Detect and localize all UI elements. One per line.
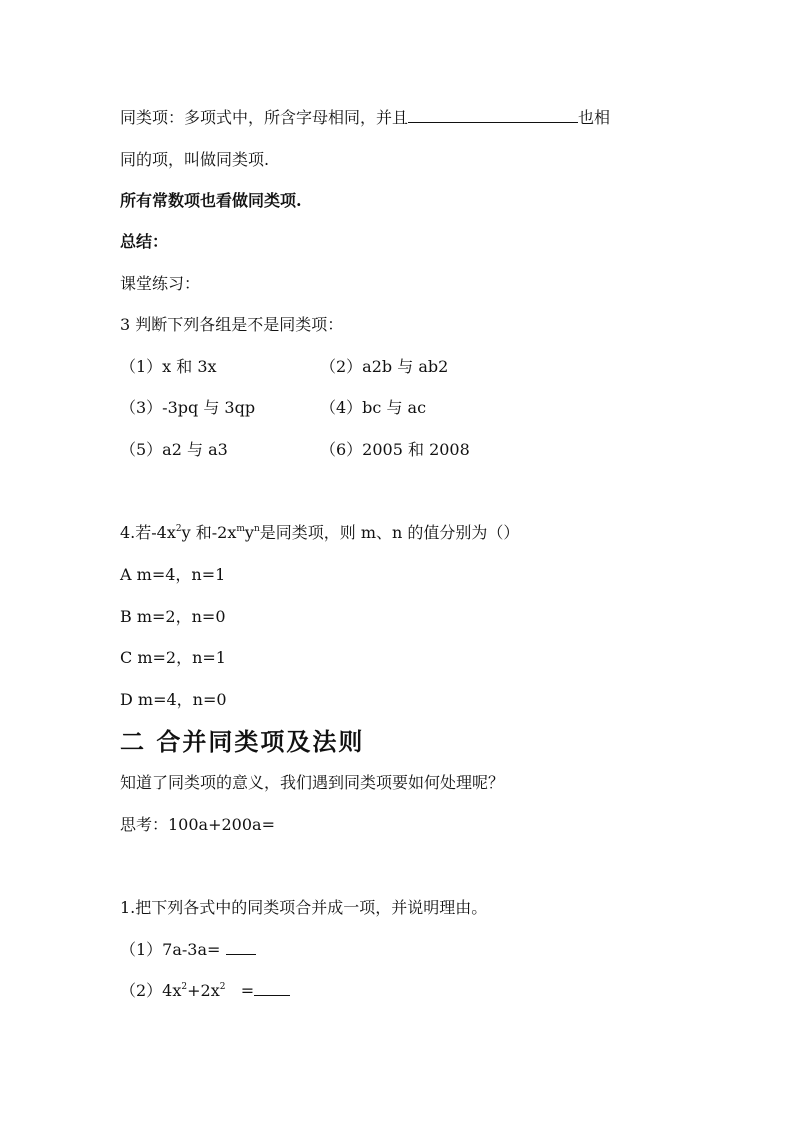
q3-item-2: （2）a2b 与 ab2 — [320, 357, 449, 376]
q3-item-1: （1）x 和 3x — [120, 357, 217, 376]
q4-text: y — [244, 523, 254, 542]
question-1-title: 1.把下列各式中的同类项合并成一项，并说明理由。 — [120, 898, 488, 917]
q1-item-2 — [120, 980, 290, 1002]
q4-option-a: A m=4，n=1 — [120, 565, 226, 584]
section-2-intro: 知道了同类项的意义，我们遇到同类项要如何处理呢？ — [120, 773, 505, 792]
definition-line-2: 同的项，叫做同类项. — [120, 150, 270, 169]
q4-option-b: B m=2，n=0 — [120, 607, 226, 626]
q3-item-4: （4）bc 与 ac — [320, 398, 427, 417]
exponent: 2 — [181, 982, 188, 992]
constant-note: 所有常数项也看做同类项. — [120, 191, 302, 210]
answer-blank — [226, 940, 256, 955]
fill-in-blank — [408, 108, 578, 123]
definition-text-end: 也相 — [578, 108, 611, 127]
definition-text: 同类项：多项式中，所含字母相同，并且 — [120, 108, 409, 127]
question-3-title: 3 判断下列各组是不是同类项： — [120, 315, 344, 334]
q3-item-3: （3）-3pq 与 3qp — [120, 398, 256, 417]
q1-item-2-text: = — [240, 981, 255, 1000]
q3-row-3 — [120, 439, 470, 461]
q3-item-6: （6）2005 和 2008 — [320, 440, 470, 459]
exponent: n — [253, 524, 260, 534]
q3-row-1 — [120, 356, 449, 378]
exponent: m — [236, 524, 245, 534]
q1-item-2-text: （2）4x — [120, 981, 182, 1000]
section-2-heading: 二 合并同类项及法则 — [120, 727, 365, 756]
definition-line-1 — [120, 107, 610, 129]
q3-item-5: （5）a2 与 a3 — [120, 440, 228, 459]
exponent: 2 — [175, 524, 182, 534]
summary-label: 总结： — [120, 232, 169, 251]
q4-text: 是同类项，则 m、n 的值分别为（） — [259, 523, 520, 542]
answer-blank — [254, 981, 290, 996]
practice-label: 课堂练习： — [120, 274, 201, 293]
q4-text: 4.若-4x — [120, 523, 176, 542]
q1-item-2-text: +2x — [187, 981, 220, 1000]
q4-option-c: C m=2，n=1 — [120, 648, 226, 667]
q4-text: y 和-2x — [181, 523, 237, 542]
q1-item-1 — [120, 939, 256, 961]
q1-item-1-text: （1）7a-3a= — [120, 940, 221, 959]
q3-row-2 — [120, 397, 427, 419]
question-4-title — [120, 522, 519, 544]
q4-option-d: D m=4，n=0 — [120, 690, 227, 709]
exponent: 2 — [219, 982, 226, 992]
think-prompt: 思考：100a+200a= — [120, 815, 275, 834]
